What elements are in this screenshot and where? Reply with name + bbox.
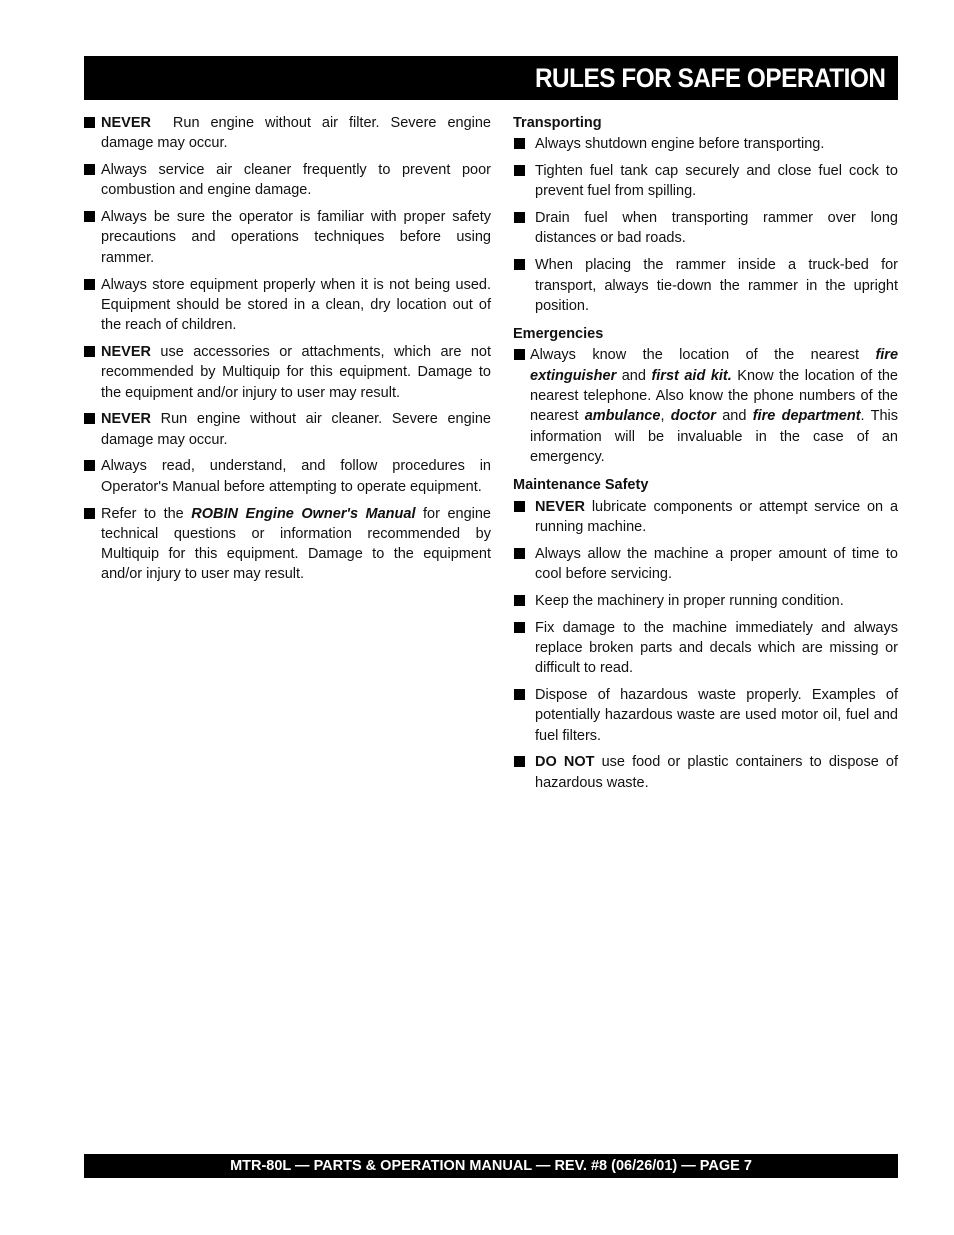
bullet-square-icon bbox=[514, 138, 525, 149]
bullet-square-icon bbox=[514, 212, 525, 223]
right-column bbox=[513, 113, 898, 799]
list-item: Always allow the machine a proper amount of time to cool before servicing. bbox=[513, 544, 898, 585]
bullet-square-icon bbox=[84, 164, 95, 175]
list-item: Fix damage to the machine immediately and always replace broken parts and decals which are missing or difficult to read. bbox=[513, 618, 898, 679]
bullet-square-icon bbox=[514, 501, 525, 512]
list-item: Dispose of hazardous waste properly. Examples of potentially hazardous waste are used motor oil, fuel and fuel filters. bbox=[513, 685, 898, 746]
bullet-square-icon bbox=[84, 413, 95, 424]
list-item: Always shutdown engine before transporting. bbox=[513, 134, 898, 154]
list-item: NEVER Run engine without air cleaner. Severe engine damage may occur. bbox=[84, 409, 491, 450]
bullet-square-icon bbox=[84, 508, 95, 519]
list-item: Refer to the ROBIN Engine Owner's Manual for engine technical questions or information recommended by Multiquip for this equipment. Damage to the equipment and/or injury to user may result. bbox=[84, 504, 491, 585]
title-bar bbox=[84, 56, 898, 100]
list-item: Always service air cleaner frequently to prevent poor combustion and engine damage. bbox=[84, 160, 491, 201]
bullet-square-icon bbox=[84, 460, 95, 471]
bullet-square-icon bbox=[514, 622, 525, 633]
bullet-square-icon bbox=[84, 211, 95, 222]
page-title: RULES FOR SAFE OPERATION bbox=[535, 63, 886, 93]
list-item: Always read, understand, and follow procedures in Operator's Manual before attempting to operate equipment. bbox=[84, 456, 491, 497]
list-item: Always store equipment properly when it is not being used. Equipment should be stored in a clean, dry location out of the reach of children. bbox=[84, 275, 491, 336]
section-heading-maintenance: Maintenance Safety bbox=[513, 477, 649, 494]
list-item: Keep the machinery in proper running condition. bbox=[513, 591, 898, 611]
bullet-square-icon bbox=[514, 689, 525, 700]
left-column bbox=[84, 113, 491, 591]
bullet-square-icon bbox=[84, 279, 95, 290]
list-item: DO NOT use food or plastic containers to dispose of hazardous waste. bbox=[513, 752, 898, 793]
bullet-square-icon bbox=[514, 756, 525, 767]
bullet-square-icon bbox=[514, 595, 525, 606]
list-item: Always be sure the operator is familiar with proper safety precautions and operations techniques before using rammer. bbox=[84, 207, 491, 268]
bullet-square-icon bbox=[514, 349, 525, 360]
list-item: When placing the rammer inside a truck-bed for transport, always tie-down the rammer in the upright position. bbox=[513, 255, 898, 316]
bullet-square-icon bbox=[84, 346, 95, 357]
list-item: Always know the location of the nearest fire extinguisher and first aid kit. Know the location of the nearest telephone. Also know the phone numbers of the nearest ambulance, doctor and fire department. This information will be invaluable in the case of an emergency. bbox=[513, 345, 898, 467]
list-item: Drain fuel when transporting rammer over long distances or bad roads. bbox=[513, 208, 898, 249]
page-footer: MTR-80L — PARTS & OPERATION MANUAL — REV. #8 (06/26/01) — PAGE 7 bbox=[84, 1154, 898, 1178]
list-item: NEVER use accessories or attachments, which are not recommended by Multiquip for this equipment. Damage to the equipment and/or injury to user may result. bbox=[84, 342, 491, 403]
list-item: Tighten fuel tank cap securely and close fuel cock to prevent fuel from spilling. bbox=[513, 161, 898, 202]
section-heading-emergencies: Emergencies bbox=[513, 326, 604, 343]
manual-reference: ROBIN Engine Owner's Manual bbox=[191, 505, 416, 522]
bullet-square-icon bbox=[84, 117, 95, 128]
bullet-square-icon bbox=[514, 259, 525, 270]
section-heading-transporting: Transporting bbox=[513, 115, 602, 131]
list-item: NEVER Run engine without air filter. Severe engine damage may occur. bbox=[84, 113, 491, 154]
list-item: NEVER lubricate components or attempt service on a running machine. bbox=[513, 497, 898, 538]
bullet-square-icon bbox=[514, 165, 525, 176]
bullet-square-icon bbox=[514, 548, 525, 559]
